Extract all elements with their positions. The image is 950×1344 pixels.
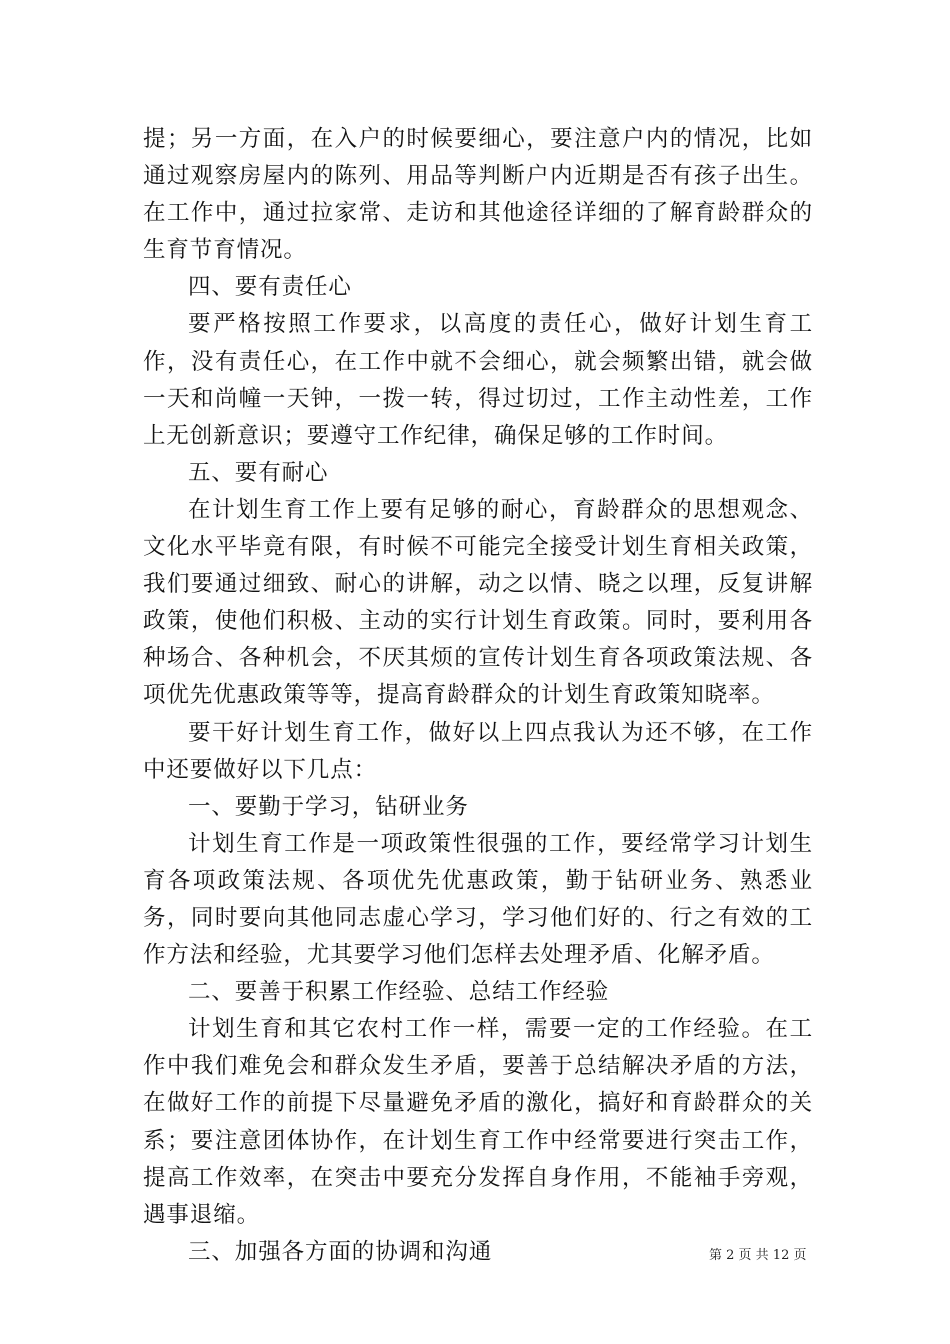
continuation-paragraph: 提；另一方面，在入户的时候要细心，要注意户内的情况，比如通过观察房屋内的陈列、用品等判断户内近期是否有孩子出生。在工作中，通过拉家常、走访和其他途径详细的了解育龄群众的生育节育情况。 [143,126,813,264]
body-paragraph: 要干好计划生育工作，做好以上四点我认为还不够，在工作中还要做好以下几点： [143,719,813,783]
body-paragraph: 计划生育和其它农村工作一样，需要一定的工作经验。在工作中我们难免会和群众发生矛盾，要善于总结解决矛盾的方法，在做好工作的前提下尽量避免矛盾的激化，搞好和育龄群众的关系；要注意团体协作，在计划生育工作中经常要进行突击工作，提高工作效率，在突击中要充分发挥自身作用，不能袖手旁观，遇事退缩。 [143,1016,813,1228]
section-heading-coordination: 三、加强各方面的协调和沟通 [188,1238,493,1265]
body-paragraph: 在计划生育工作上要有足够的耐心，育龄群众的思想观念、文化水平毕竟有限，有时候不可能完全接受计划生育相关政策，我们要通过细致、耐心的讲解，动之以情、晓之以理，反复讲解政策，使他们积极、主动的实行计划生育政策。同时，要利用各种场合、各种机会，不厌其烦的宣传计划生育各项政策法规、各项优先优惠政策等等，提高育龄群众的计划生育政策知晓率。 [143,496,813,709]
body-paragraph: 计划生育工作是一项政策性很强的工作，要经常学习计划生育各项政策法规、各项优先优惠政策，勤于钻研业务、熟悉业务，同时要向其他同志虚心学习，学习他们好的、行之有效的工作方法和经验，尤其要学习他们怎样去处理矛盾、化解矛盾。 [143,830,813,969]
page-number-footer: 第 2 页 共 12 页 [709,1248,807,1263]
section-heading-responsibility: 四、要有责任心 [188,274,352,301]
section-heading-study: 一、要勤于学习，钻研业务 [188,793,469,820]
document-text [143,121,813,1271]
body-paragraph: 要严格按照工作要求，以高度的责任心，做好计划生育工作，没有责任心，在工作中就不会细心，就会频繁出错，就会做一天和尚幢一天钟，一拨一转，得过切过，工作主动性差，工作上无创新意识；要遵守工作纪律，确保足够的工作时间。 [143,311,813,449]
section-heading-experience: 二、要善于积累工作经验、总结工作经验 [188,979,610,1006]
section-heading-patience: 五、要有耐心 [188,459,329,486]
